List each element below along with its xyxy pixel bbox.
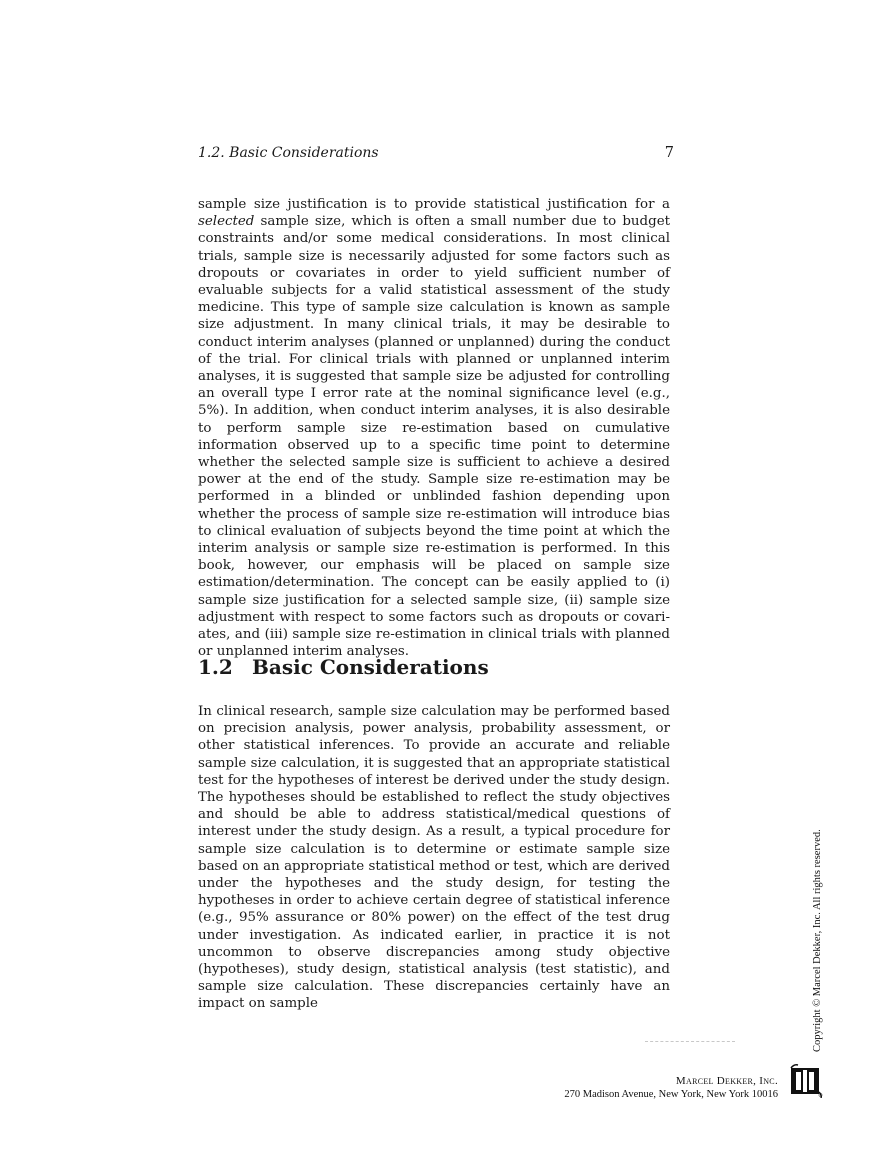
running-head-title: 1.2. Basic Considerations (198, 145, 379, 161)
paragraph-1-text-start: sample size justification is to provide statistical justification for a (198, 197, 670, 212)
paragraph-1-text-end: sample size, which is often a small number due to budget constraints and/or some medical considerations. In most clinical trials, sample size is necessarily adjusted for some factors such as dropouts or covariates in order to yield sufficient number of evaluable subjects for a valid statistical assessment of the study medicine. This type of sample size calculation is known as sample size adjustment. In many clinical trials, it may be desirable to conduct interim analyses (planned or unplanned) during the conduct of the trial. For clinical trials with planned or unplanned interim analyses, it is suggested that sample size be adjusted for controlling an overall type I error rate at the nominal significance level (e.g., 5%). In addition, when conduct interim analyses, it is also desirable to perform sample size re-estimation based on cumulative information observed up to a specific time point to determine whether the selected sample size is sufficient to achieve a desired power at the end of the study. Sample size re-estimation may be performed in a blinded or unblinded fashion depending upon whether the process of sample size re-estimation will introduce bias to clinical evaluation of subjects beyond the time point at which the interim analysis or sample size re-estimation is performed. In this book, however, our emphasis will be placed on sample size estimation/determination. The concept can be easily applied to (i) sample size justification for a selected sample size, (ii) sample size adjustment with respect to some factors such as dropouts or covariates, and (iii) sample size re-estimation in clinical trials with planned or unplanned interim analyses. (198, 214, 670, 660)
publisher-imprint (560, 1074, 778, 1102)
section-title: Basic Considerations (252, 655, 489, 679)
section-heading (198, 655, 672, 679)
publisher-address: 270 Madison Avenue, New York, New York 10016 (564, 1089, 778, 1100)
scan-divider (645, 1041, 735, 1042)
page-number: 7 (664, 145, 674, 161)
publisher-logo-icon (788, 1062, 824, 1098)
body-paragraph-1 (198, 196, 670, 660)
body-paragraph-2: In clinical research, sample size calculation may be performed based on precision analysis, power analysis, probability assessment, or other statistical inferences. To provide an accurate and reliable sample size calculation, it is suggested that an appropriate statistical test for the hypotheses of interest be derived under the study design. The hypotheses should be established to reflect the study objectives and should be able to address statistical/medical questions of interest under the study design. As a result, a typical procedure for sample size calculation is to determine or estimate sample size based on an appropriate statistical method or test, which are derived under the hypotheses and the study design, for testing the hypotheses in order to achieve certain degree of statistical inference (e.g., 95% assurance or 80% power) on the effect of the test drug under investigation. As indicated earlier, in practice it is not uncommon to observe discrepancies among study objective (hypotheses), study design, statistical analysis (test statistic), and sample size calculation. These discrepancies certainly have an impact on sample (198, 704, 670, 1012)
running-head (198, 145, 672, 161)
publisher-name: Marcel Dekker, Inc. (675, 1075, 778, 1087)
registered-mark: ® (818, 1093, 823, 1098)
copyright-notice: Copyright © Marcel Dekker, Inc. All rights reserved. (812, 829, 823, 1052)
section-number: 1.2 (198, 655, 233, 679)
paragraph-1-italic-word: selected (198, 214, 255, 230)
